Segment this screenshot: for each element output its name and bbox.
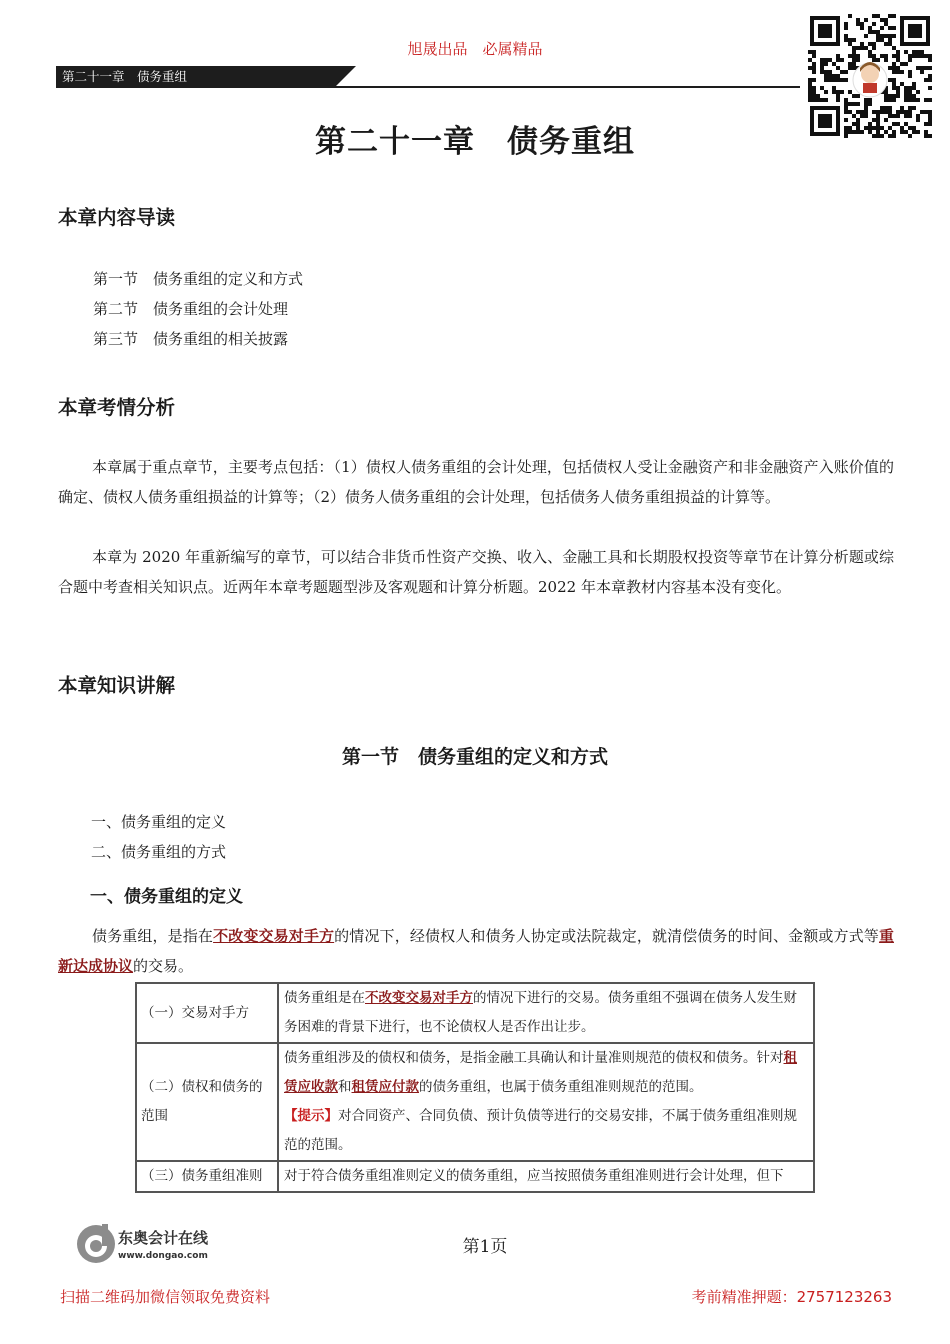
definition-table	[135, 982, 815, 1193]
brand-slogan: 旭晟出品 必属精品	[407, 40, 543, 58]
analysis-paragraph-2: 本章为 2020 年重新编写的章节，可以结合非货币性资产交换、收入、金融工具和长期股权投资等章节在计算分析题或综合题中考查相关知识点。近两年本章考题题型涉及客观题和计算分析题。2022 年本章教材内容基本没有变化。	[58, 548, 894, 596]
footer-left-note: 扫描二维码加微信领取免费资料	[60, 1288, 271, 1306]
page-title: 第二十一章 债务重组	[315, 124, 635, 160]
table-text: 债务重组涉及的债权和债务，是指金融工具确认和计量准则规范的债权和债务。针对	[284, 1050, 784, 1066]
table-row-label: （三）债务重组准则	[136, 1161, 278, 1192]
toc-item-2: 第二节 债务重组的会计处理	[93, 300, 289, 318]
chapter-header-bar	[56, 66, 800, 88]
definition-text-mid: 的情况下，经债权人和债务人协定或法院裁定，就清偿债务的时间、金额或方式等	[334, 927, 879, 945]
table-highlight: 租赁应收款	[284, 1050, 797, 1095]
page-number: 第1页	[462, 1237, 508, 1257]
table-row-content: 对于符合债务重组准则定义的债务重组，应当按照债务重组准则进行会计处理，但下	[278, 1161, 814, 1192]
section-title: 第一节 债务重组的定义和方式	[341, 746, 608, 768]
definition-text-post: 的交易。	[133, 957, 194, 975]
table-row-content	[278, 983, 814, 1043]
table-text: 和	[338, 1079, 352, 1095]
definition-highlight-1: 不改变交易对手方	[213, 927, 335, 945]
table-row-label: （一）交易对手方	[136, 983, 278, 1043]
definition-highlight-2: 重新达成协议	[58, 927, 894, 975]
table-row	[136, 983, 814, 1043]
table-row-content	[278, 1043, 814, 1161]
table-row	[136, 1043, 814, 1161]
toc-item-1: 第一节 债务重组的定义和方式	[93, 270, 304, 288]
analysis-paragraph-1: 本章属于重点章节，主要考点包括：（1）债权人债务重组的会计处理，包括债权人受让金融资产和非金融资产入账价值的确定、债权人债务重组损益的计算等；（2）债务人债务重组的会计处理，包括债务人债务重组损益的计算等。	[58, 458, 894, 506]
outline-item-1: 一、债务重组的定义	[91, 813, 227, 831]
outline-item-2: 二、债务重组的方式	[91, 843, 227, 861]
tip-label: 【提示】	[284, 1108, 338, 1124]
guide-heading: 本章内容导读	[58, 206, 176, 229]
analysis-heading: 本章考情分析	[58, 396, 176, 419]
definition-text-pre: 债务重组，是指在	[92, 927, 214, 945]
table-text: 债务重组是在	[284, 990, 365, 1006]
logo-url: www.dongao.com	[118, 1251, 208, 1261]
footer-right-note: 考前精准押题：2757123263	[691, 1288, 892, 1306]
chapter-tab-wedge	[334, 66, 356, 88]
table-highlight: 租赁应付款	[351, 1079, 419, 1095]
tip-text: 对合同资产、合同负债、预计负债等进行的交易安排，不属于债务重组准则规范的范围。	[284, 1108, 797, 1153]
definition-paragraph	[58, 921, 894, 981]
table-highlight: 不改变交易对手方	[365, 990, 473, 1006]
toc-item-3: 第三节 债务重组的相关披露	[93, 330, 289, 348]
header-rule	[56, 86, 800, 88]
subsection-heading: 一、债务重组的定义	[90, 887, 243, 907]
table-row	[136, 1161, 814, 1192]
table-row-label: （二）债权和债务的范围	[136, 1043, 278, 1161]
logo-name: 东奥会计在线	[118, 1229, 209, 1247]
table-text: 的情况下进行的交易。债务重组不强调在债务人发生财务困难的背景下进行，也不论债权人是否作出让步。	[284, 990, 797, 1035]
table-text: 的债务重组，也属于债务重组准则规范的范围。	[419, 1079, 703, 1095]
knowledge-heading: 本章知识讲解	[58, 674, 176, 697]
chapter-tab: 第二十一章 债务重组	[56, 66, 334, 88]
